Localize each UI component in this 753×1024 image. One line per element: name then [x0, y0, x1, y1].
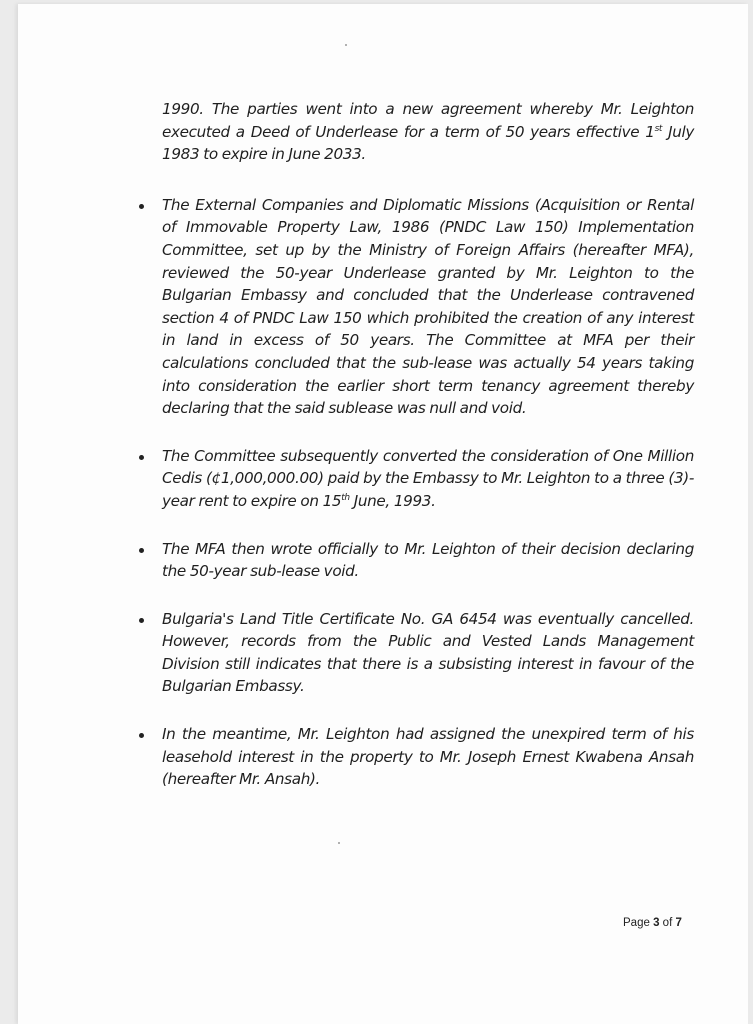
bullet-item-mfa-committee-review: [142, 194, 694, 420]
ordinal-suffix: th: [341, 492, 350, 503]
ordinal-suffix: st: [654, 123, 663, 134]
bullet-text-tail: June, 1993.: [349, 491, 436, 510]
document-body: [142, 98, 694, 816]
page-label: Page: [623, 917, 650, 929]
scan-speck: [338, 842, 340, 844]
bullet-item-assignment: [142, 723, 694, 791]
lead-text-part-1: 1990. The parties went into a new agreement whereby Mr. Leighton executed a Deed of Underlease for a term of 50 years effective 1: [162, 100, 694, 141]
bullet-text: In the meantime, Mr. Leighton had assigned the unexpired term of his leasehold interest in the property to Mr. Joseph Ernest Kwabena Ansah (hereafter Mr. Ansah).: [162, 725, 694, 789]
bullet-text: The External Companies and Diplomatic Missions (Acquisition or Rental of Immovable Property Law, 1986 (PNDC Law 150) Implementation Committee, set up by the Ministry of Foreign Affairs (hereafter MFA), reviewed the 50-year Underlease granted by Mr. Leighton to the Bulgarian Embassy and concluded that the Underlease contravened section 4 of PNDC Law 150 which prohibited the creation of any interest in land in excess of 50 years. The Committee at MFA per their calculations concluded that the sub-lease was actually 54 years taking into consideration the earlier short term tenancy agreement thereby declaring that the said sublease was null and void.: [162, 195, 694, 418]
page-number: [623, 917, 682, 929]
bullet-list: [142, 194, 694, 791]
bullet-item-consideration-converted: [142, 445, 694, 513]
total-pages-number: 7: [675, 917, 682, 929]
current-page-number: 3: [653, 917, 660, 929]
bullet-item-mfa-letter: [142, 538, 694, 583]
of-label: of: [662, 917, 673, 929]
lead-text-part-2: July 1983 to expire in June 2033.: [162, 122, 694, 164]
bullet-item-title-cancelled: [142, 608, 694, 698]
bullet-text: Bulgaria's Land Title Certificate No. GA 6454 was eventually cancelled. However, records from the Public and Vested Lands Management Division still indicates that there is a subsisting interest in favour of the Bulgarian Embassy.: [162, 609, 694, 696]
lead-paragraph: [162, 98, 694, 166]
scan-speck: [345, 44, 347, 46]
bullet-text: The MFA then wrote officially to Mr. Leighton of their decision declaring the 50-year sub-lease void.: [162, 539, 694, 581]
bullet-text: The Committee subsequently converted the consideration of One Million Cedis (¢1,000,000.00) paid by the Embassy to Mr. Leighton to a three (3)-year rent to expire on 15: [162, 446, 694, 510]
